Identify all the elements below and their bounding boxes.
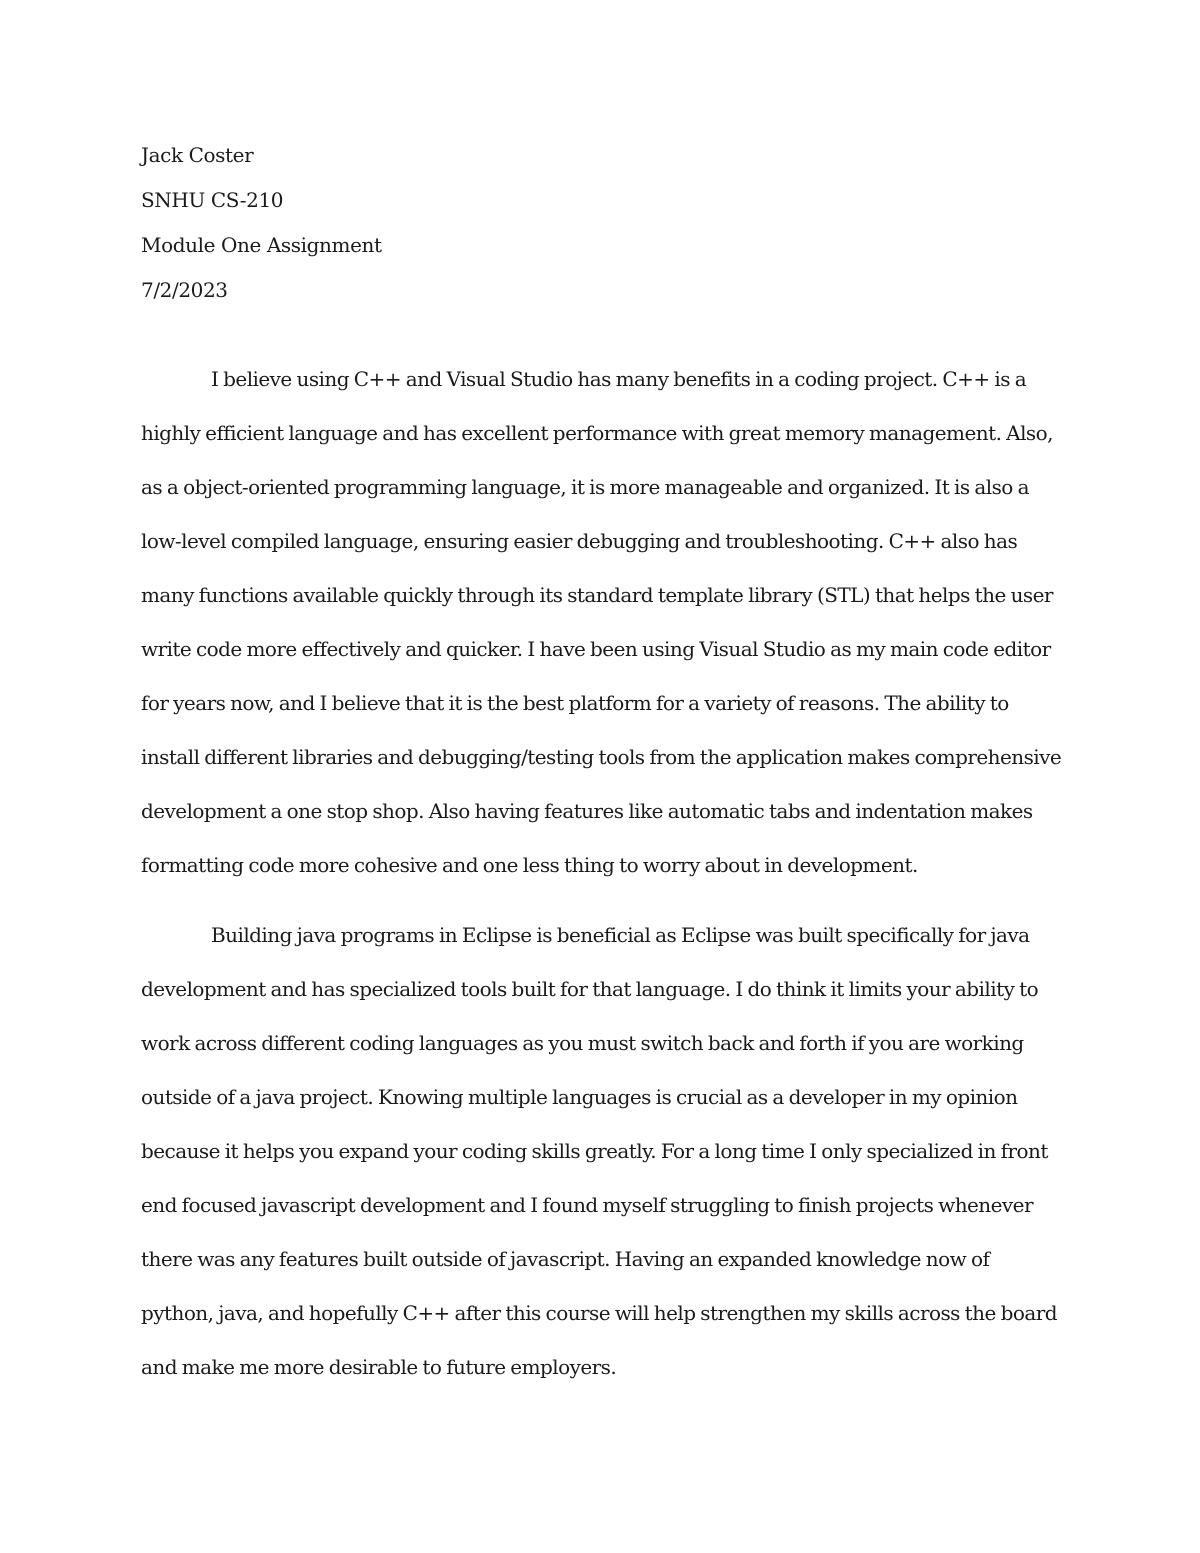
paragraph-1-line: install different libraries and debugging/testing tools from the application makes comprehensive bbox=[141, 745, 1062, 769]
paragraph-2-line: development and has specialized tools built for that language. I do think it limits your ability to bbox=[141, 977, 1039, 1001]
paragraph-2-line: python, java, and hopefully C++ after this course will help strengthen my skills across the board bbox=[141, 1301, 1057, 1325]
paragraph-1-line: write code more effectively and quicker. I have been using Visual Studio as my main code editor bbox=[141, 637, 1051, 661]
paragraph-1-line: for years now, and I believe that it is the best platform for a variety of reasons. The ability to bbox=[141, 691, 1009, 715]
paragraph-1-line: formatting code more cohesive and one less thing to worry about in development. bbox=[141, 853, 918, 877]
paragraph-2-line: there was any features built outside of javascript. Having an expanded knowledge now of bbox=[141, 1247, 990, 1271]
paragraph-2-line: end focused javascript development and I found myself struggling to finish projects whenever bbox=[141, 1193, 1033, 1217]
paragraph-1-line: highly efficient language and has excellent performance with great memory management. Also, bbox=[141, 421, 1053, 445]
paragraph-1-line: as a object-oriented programming language, it is more manageable and organized. It is also a bbox=[141, 475, 1029, 499]
paragraph-1-line: I believe using C++ and Visual Studio has many benefits in a coding project. C++ is a bbox=[211, 367, 1027, 391]
paragraph-2-line: because it helps you expand your coding skills greatly. For a long time I only specialized in front bbox=[141, 1139, 1048, 1163]
assignment-title: Module One Assignment bbox=[141, 233, 382, 257]
paragraph-1-line: development a one stop shop. Also having features like automatic tabs and indentation makes bbox=[141, 799, 1033, 823]
paragraph-2-line: work across different coding languages as you must switch back and forth if you are working bbox=[141, 1031, 1024, 1055]
paragraph-2-line: outside of a java project. Knowing multiple languages is crucial as a developer in my opinion bbox=[141, 1085, 1018, 1109]
paragraph-2-line: and make me more desirable to future employers. bbox=[141, 1355, 617, 1379]
paragraph-2-line: Building java programs in Eclipse is beneficial as Eclipse was built specifically for java bbox=[211, 923, 1030, 947]
paragraph-1-line: low-level compiled language, ensuring easier debugging and troubleshooting. C++ also has bbox=[141, 529, 1018, 553]
course-name: SNHU CS-210 bbox=[141, 188, 284, 212]
paragraph-1-line: many functions available quickly through its standard template library (STL) that helps the user bbox=[141, 583, 1053, 607]
author-name: Jack Coster bbox=[141, 143, 254, 167]
assignment-date: 7/2/2023 bbox=[141, 278, 228, 302]
